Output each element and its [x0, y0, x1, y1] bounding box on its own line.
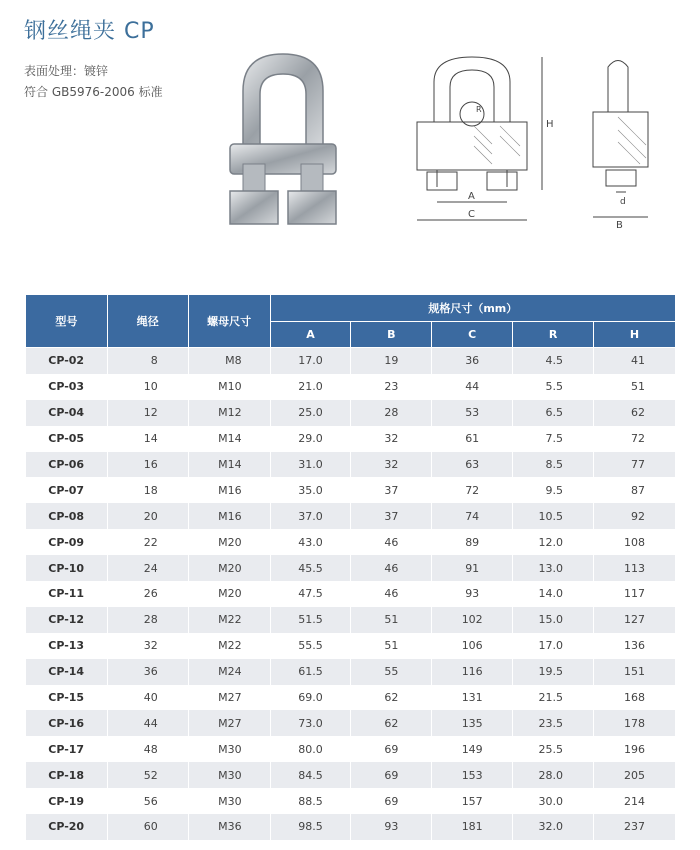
front-view-drawing [412, 52, 557, 232]
cell-r: 14.0 [513, 581, 594, 607]
cell-a: 43.0 [270, 529, 351, 555]
cell-c: 106 [432, 633, 513, 659]
cell-model: CP-18 [26, 762, 108, 788]
table-row [26, 374, 676, 400]
cell-c: 102 [432, 607, 513, 633]
cell-r: 13.0 [513, 555, 594, 581]
cell-model: CP-20 [26, 814, 108, 840]
cell-rope-diameter: 56 [107, 788, 188, 814]
cell-h: 151 [594, 659, 676, 685]
cell-a: 29.0 [270, 426, 351, 452]
dim-a-label: A [468, 191, 475, 202]
cell-b: 69 [351, 736, 432, 762]
cell-h: 237 [594, 814, 676, 840]
cell-rope-diameter: 26 [107, 581, 188, 607]
cell-h: 77 [594, 452, 676, 478]
cell-b: 62 [351, 710, 432, 736]
cell-r: 21.5 [513, 685, 594, 711]
dim-c-label: C [468, 209, 475, 220]
col-spec-group: 规格尺寸（mm） [270, 295, 675, 322]
cell-r: 25.5 [513, 736, 594, 762]
cell-rope-diameter: 22 [107, 529, 188, 555]
cell-nut-size: M16 [188, 503, 270, 529]
cell-h: 168 [594, 685, 676, 711]
cell-c: 181 [432, 814, 513, 840]
cell-r: 4.5 [513, 348, 594, 374]
cell-nut-size: M27 [188, 710, 270, 736]
cell-b: 69 [351, 762, 432, 788]
cell-c: 89 [432, 529, 513, 555]
cell-c: 72 [432, 477, 513, 503]
table-row [26, 788, 676, 814]
cell-r: 17.0 [513, 633, 594, 659]
cell-nut-size: M30 [188, 736, 270, 762]
dim-h-label: H [546, 119, 554, 130]
cell-rope-diameter: 60 [107, 814, 188, 840]
side-view-drawing [588, 52, 668, 232]
cell-nut-size: M20 [188, 581, 270, 607]
table-row [26, 400, 676, 426]
cell-c: 149 [432, 736, 513, 762]
cell-c: 116 [432, 659, 513, 685]
cell-c: 74 [432, 503, 513, 529]
cell-a: 84.5 [270, 762, 351, 788]
cell-r: 8.5 [513, 452, 594, 478]
cell-r: 19.5 [513, 659, 594, 685]
table-row [26, 736, 676, 762]
cell-rope-diameter: 44 [107, 710, 188, 736]
cell-a: 80.0 [270, 736, 351, 762]
cell-a: 73.0 [270, 710, 351, 736]
cell-h: 127 [594, 607, 676, 633]
cell-rope-diameter: 24 [107, 555, 188, 581]
cell-model: CP-09 [26, 529, 108, 555]
cell-h: 113 [594, 555, 676, 581]
table-row [26, 762, 676, 788]
cell-c: 61 [432, 426, 513, 452]
cell-a: 98.5 [270, 814, 351, 840]
cell-nut-size: M10 [188, 374, 270, 400]
cell-model: CP-14 [26, 659, 108, 685]
table-row [26, 607, 676, 633]
table-row [26, 426, 676, 452]
cell-r: 30.0 [513, 788, 594, 814]
cell-model: CP-04 [26, 400, 108, 426]
cell-nut-size: M20 [188, 529, 270, 555]
cell-a: 35.0 [270, 477, 351, 503]
cell-rope-diameter: 36 [107, 659, 188, 685]
table-row [26, 348, 676, 374]
cell-a: 88.5 [270, 788, 351, 814]
cell-b: 37 [351, 477, 432, 503]
cell-h: 51 [594, 374, 676, 400]
col-r: R [513, 322, 594, 348]
col-b: B [351, 322, 432, 348]
cell-rope-diameter: 48 [107, 736, 188, 762]
cell-b: 19 [351, 348, 432, 374]
col-rope-diameter: 绳径 [107, 295, 188, 348]
col-h: H [594, 322, 676, 348]
cell-h: 87 [594, 477, 676, 503]
cell-rope-diameter: 40 [107, 685, 188, 711]
cell-a: 61.5 [270, 659, 351, 685]
cell-a: 25.0 [270, 400, 351, 426]
table-row [26, 814, 676, 840]
table-row [26, 633, 676, 659]
cell-nut-size: M8 [188, 348, 270, 374]
product-photo [208, 46, 358, 236]
cell-nut-size: M12 [188, 400, 270, 426]
cell-c: 44 [432, 374, 513, 400]
cell-b: 46 [351, 581, 432, 607]
cell-rope-diameter: 16 [107, 452, 188, 478]
cell-rope-diameter: 18 [107, 477, 188, 503]
cell-rope-diameter: 14 [107, 426, 188, 452]
table-row [26, 581, 676, 607]
cell-nut-size: M22 [188, 607, 270, 633]
cell-c: 36 [432, 348, 513, 374]
cell-rope-diameter: 12 [107, 400, 188, 426]
cell-r: 12.0 [513, 529, 594, 555]
cell-rope-diameter: 52 [107, 762, 188, 788]
cell-h: 136 [594, 633, 676, 659]
col-model: 型号 [26, 295, 108, 348]
page-title: 钢丝绳夹 CP [24, 19, 155, 44]
table-row [26, 477, 676, 503]
cell-model: CP-08 [26, 503, 108, 529]
col-nut-size: 螺母尺寸 [188, 295, 270, 348]
cell-b: 51 [351, 633, 432, 659]
cell-c: 63 [432, 452, 513, 478]
cell-h: 108 [594, 529, 676, 555]
spec-table-body [26, 348, 676, 840]
col-c: C [432, 322, 513, 348]
cell-rope-diameter: 20 [107, 503, 188, 529]
cell-b: 62 [351, 685, 432, 711]
table-row [26, 555, 676, 581]
cell-h: 196 [594, 736, 676, 762]
cell-h: 72 [594, 426, 676, 452]
cell-b: 23 [351, 374, 432, 400]
cell-c: 157 [432, 788, 513, 814]
cell-b: 32 [351, 426, 432, 452]
cell-h: 214 [594, 788, 676, 814]
cell-c: 91 [432, 555, 513, 581]
cell-r: 32.0 [513, 814, 594, 840]
cell-c: 135 [432, 710, 513, 736]
cell-nut-size: M36 [188, 814, 270, 840]
cell-model: CP-19 [26, 788, 108, 814]
cell-model: CP-10 [26, 555, 108, 581]
table-row [26, 659, 676, 685]
cell-a: 55.5 [270, 633, 351, 659]
cell-model: CP-07 [26, 477, 108, 503]
cell-b: 28 [351, 400, 432, 426]
cell-b: 55 [351, 659, 432, 685]
cell-model: CP-06 [26, 452, 108, 478]
cell-r: 7.5 [513, 426, 594, 452]
table-row [26, 452, 676, 478]
cell-h: 205 [594, 762, 676, 788]
cell-a: 51.5 [270, 607, 351, 633]
cell-model: CP-05 [26, 426, 108, 452]
spec-table [25, 294, 676, 840]
cell-nut-size: M20 [188, 555, 270, 581]
cell-rope-diameter: 10 [107, 374, 188, 400]
cell-model: CP-12 [26, 607, 108, 633]
cell-model: CP-03 [26, 374, 108, 400]
cell-r: 23.5 [513, 710, 594, 736]
cell-nut-size: M30 [188, 762, 270, 788]
cell-nut-size: M14 [188, 452, 270, 478]
table-row [26, 503, 676, 529]
cell-rope-diameter: 8 [107, 348, 188, 374]
cell-r: 10.5 [513, 503, 594, 529]
standard-note: 符合 GB5976-2006 标准 [24, 85, 163, 99]
cell-model: CP-15 [26, 685, 108, 711]
cell-h: 178 [594, 710, 676, 736]
cell-a: 47.5 [270, 581, 351, 607]
cell-b: 51 [351, 607, 432, 633]
cell-r: 6.5 [513, 400, 594, 426]
cell-c: 153 [432, 762, 513, 788]
cell-r: 9.5 [513, 477, 594, 503]
cell-b: 32 [351, 452, 432, 478]
cell-c: 53 [432, 400, 513, 426]
cell-a: 31.0 [270, 452, 351, 478]
cell-h: 62 [594, 400, 676, 426]
cell-nut-size: M24 [188, 659, 270, 685]
cell-model: CP-02 [26, 348, 108, 374]
cell-b: 69 [351, 788, 432, 814]
cell-b: 46 [351, 529, 432, 555]
table-row [26, 685, 676, 711]
cell-nut-size: M27 [188, 685, 270, 711]
dim-r-label: R [476, 105, 482, 114]
cell-a: 69.0 [270, 685, 351, 711]
cell-b: 93 [351, 814, 432, 840]
cell-h: 117 [594, 581, 676, 607]
cell-r: 28.0 [513, 762, 594, 788]
cell-rope-diameter: 32 [107, 633, 188, 659]
cell-model: CP-11 [26, 581, 108, 607]
cell-b: 37 [351, 503, 432, 529]
cell-h: 92 [594, 503, 676, 529]
cell-rope-diameter: 28 [107, 607, 188, 633]
table-row [26, 529, 676, 555]
cell-nut-size: M22 [188, 633, 270, 659]
cell-nut-size: M30 [188, 788, 270, 814]
cell-b: 46 [351, 555, 432, 581]
cell-model: CP-17 [26, 736, 108, 762]
cell-r: 5.5 [513, 374, 594, 400]
cell-nut-size: M14 [188, 426, 270, 452]
cell-c: 131 [432, 685, 513, 711]
cell-c: 93 [432, 581, 513, 607]
dim-d-label: d [620, 197, 626, 207]
surface-treatment: 表面处理：镀锌 [24, 64, 109, 78]
cell-a: 17.0 [270, 348, 351, 374]
cell-nut-size: M16 [188, 477, 270, 503]
col-a: A [270, 322, 351, 348]
cell-r: 15.0 [513, 607, 594, 633]
dim-b-label: B [616, 220, 623, 231]
cell-a: 37.0 [270, 503, 351, 529]
cell-model: CP-16 [26, 710, 108, 736]
cell-h: 41 [594, 348, 676, 374]
cell-model: CP-13 [26, 633, 108, 659]
table-row [26, 710, 676, 736]
cell-a: 21.0 [270, 374, 351, 400]
cell-a: 45.5 [270, 555, 351, 581]
